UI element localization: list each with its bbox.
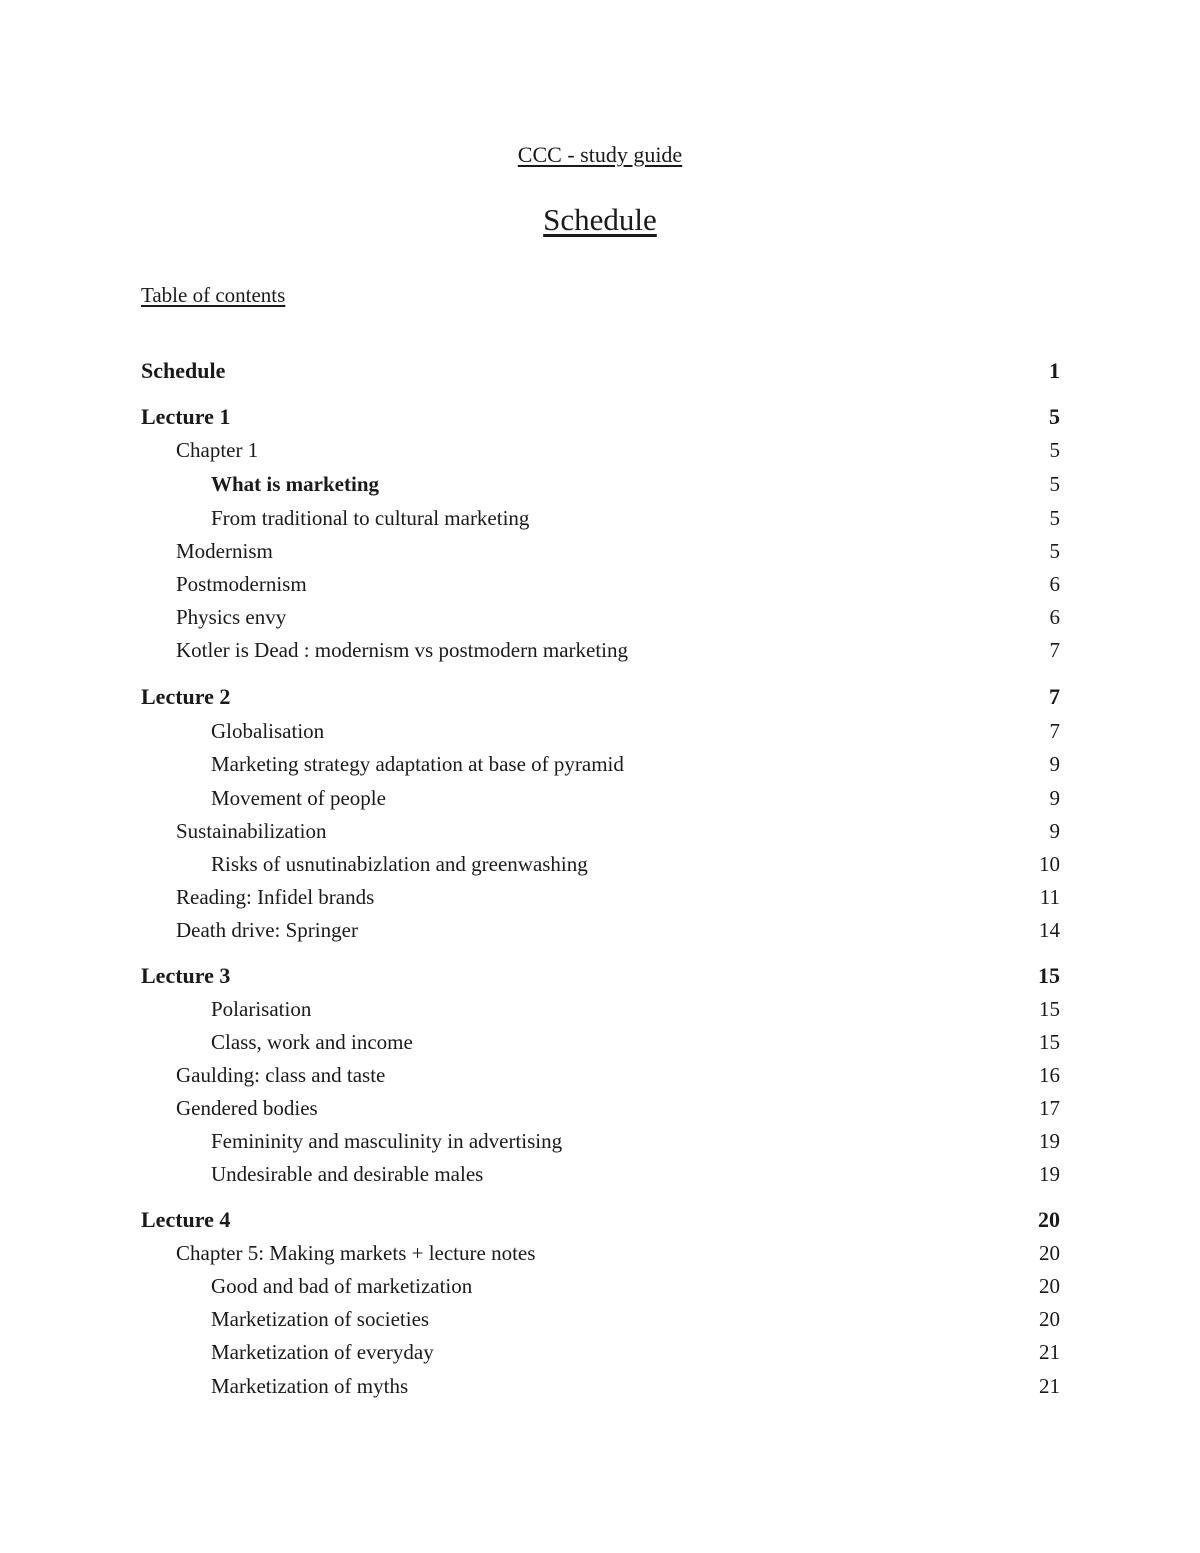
toc-entry-row[interactable] — [141, 994, 1060, 1024]
toc-entry-row[interactable] — [141, 882, 1060, 912]
toc-page-number: 19 — [1039, 1162, 1060, 1186]
toc-entry-text: From traditional to cultural marketing — [211, 506, 530, 530]
toc-entry-text: Postmodernism — [176, 572, 307, 596]
toc-entry-row[interactable] — [141, 536, 1060, 566]
toc-page-number: 7 — [1049, 719, 1060, 743]
toc-page-number: 11 — [1039, 885, 1060, 909]
toc-page-number: 14 — [1039, 918, 1060, 942]
toc-page-number: 15 — [1039, 1030, 1060, 1054]
toc-entry-row[interactable] — [141, 1126, 1060, 1156]
toc-entry-text: Globalisation — [211, 719, 325, 743]
toc-entry-text: Sustainabilization — [176, 819, 327, 843]
toc-entry-row[interactable] — [141, 849, 1060, 879]
page-heading[interactable]: Schedule — [543, 202, 657, 237]
toc-entry-text: Marketization of myths — [211, 1374, 409, 1398]
toc-entry-row[interactable] — [141, 1271, 1060, 1301]
toc-entry-text: Reading: Infidel brands — [176, 885, 375, 909]
toc-entry-row[interactable] — [141, 783, 1060, 813]
toc-entry-text: Undesirable and desirable males — [211, 1162, 484, 1186]
toc-page-number: 20 — [1038, 1207, 1060, 1232]
toc-entry-text: Marketization of societies — [211, 1307, 430, 1331]
toc-page-number: 20 — [1039, 1274, 1060, 1298]
toc-entry-text: Class, work and income — [211, 1030, 413, 1054]
toc-entry-text: Physics envy — [176, 605, 287, 629]
toc-page-number: 10 — [1039, 852, 1060, 876]
toc-entry-text: Chapter 1 — [176, 438, 259, 462]
toc-entry-row[interactable] — [141, 1238, 1060, 1268]
toc-entry-text: Lecture 1 — [141, 404, 231, 429]
toc-section-row[interactable] — [141, 356, 1060, 386]
toc-page-number: 6 — [1049, 605, 1060, 629]
toc-page-number: 5 — [1049, 506, 1060, 530]
toc-entry-row[interactable] — [141, 1371, 1060, 1401]
toc-section-row[interactable] — [141, 682, 1060, 712]
toc-entry-row[interactable] — [141, 435, 1060, 465]
toc-entry-text: Gaulding: class and taste — [176, 1063, 386, 1087]
toc-page-number: 9 — [1049, 752, 1060, 776]
toc-entry-row[interactable] — [141, 716, 1060, 746]
toc-entry-row[interactable] — [141, 1337, 1060, 1367]
toc-entry-text: What is marketing — [211, 472, 379, 496]
toc-page-number: 7 — [1049, 638, 1060, 662]
toc-entry-text: Lecture 3 — [141, 963, 231, 988]
toc-page-number: 19 — [1039, 1129, 1060, 1153]
toc-entry-row[interactable] — [141, 1304, 1060, 1334]
toc-entry-text: Chapter 5: Making markets + lecture notes — [176, 1241, 536, 1265]
toc-page-number: 20 — [1039, 1307, 1060, 1331]
toc-entry-text: Movement of people — [211, 786, 386, 810]
toc-entry-text: Gendered bodies — [176, 1096, 318, 1120]
toc-entry-row[interactable] — [141, 569, 1060, 599]
toc-entry-text: Schedule — [141, 358, 226, 383]
toc-page-number: 9 — [1049, 819, 1060, 843]
toc-page-number: 21 — [1039, 1374, 1060, 1398]
toc-page-number: 20 — [1039, 1241, 1060, 1265]
toc-entry-row[interactable] — [141, 602, 1060, 632]
toc-entry-text: Risks of usnutinabizlation and greenwashing — [211, 852, 588, 876]
toc-entry-text: Femininity and masculinity in advertising — [211, 1129, 563, 1153]
toc-entry-text: Polarisation — [211, 997, 312, 1021]
toc-page-number: 9 — [1049, 786, 1060, 810]
toc-entry-text: Good and bad of marketization — [211, 1274, 473, 1298]
toc-page-number: 5 — [1049, 404, 1060, 429]
toc-label: Table of contents — [141, 283, 286, 307]
toc-entry-text: Kotler is Dead : modernism vs postmodern marketing — [176, 638, 629, 662]
toc-page-number: 16 — [1039, 1063, 1060, 1087]
toc-entry-row[interactable] — [141, 1159, 1060, 1189]
toc-entry-row[interactable] — [141, 635, 1060, 665]
toc-entry-row[interactable] — [141, 469, 1060, 499]
toc-entry-row[interactable] — [141, 1060, 1060, 1090]
toc-page-number: 5 — [1049, 472, 1060, 496]
toc-entry-row[interactable] — [141, 816, 1060, 846]
toc-entry-text: Lecture 2 — [141, 684, 231, 709]
toc-section-row[interactable] — [141, 961, 1060, 991]
toc-page-number: 7 — [1049, 684, 1060, 709]
toc-section-row[interactable] — [141, 402, 1060, 432]
toc-entry-text: Death drive: Springer — [176, 918, 358, 942]
toc-page-number: 5 — [1049, 438, 1060, 462]
toc-entry-row[interactable] — [141, 503, 1060, 533]
toc-page-number: 15 — [1038, 963, 1060, 988]
toc-page-number: 15 — [1039, 997, 1060, 1021]
toc-entry-row[interactable] — [141, 749, 1060, 779]
toc-entry-row[interactable] — [141, 915, 1060, 945]
toc-section-row[interactable] — [141, 1205, 1060, 1235]
toc-page-number: 6 — [1049, 572, 1060, 596]
toc-page-number: 21 — [1039, 1340, 1060, 1364]
toc-entry-text: Modernism — [176, 539, 273, 563]
toc-entry-text: Marketing strategy adaptation at base of pyramid — [211, 752, 624, 776]
toc-page-number: 17 — [1039, 1096, 1060, 1120]
toc-page-number: 1 — [1049, 358, 1060, 383]
document-title: CCC - study guide — [517, 142, 683, 167]
toc-entry-row[interactable] — [141, 1027, 1060, 1057]
toc-entry-text: Marketization of everyday — [211, 1340, 434, 1364]
toc-page-number: 5 — [1049, 539, 1060, 563]
toc-entry-text: Lecture 4 — [141, 1207, 231, 1232]
toc-entry-row[interactable] — [141, 1093, 1060, 1123]
